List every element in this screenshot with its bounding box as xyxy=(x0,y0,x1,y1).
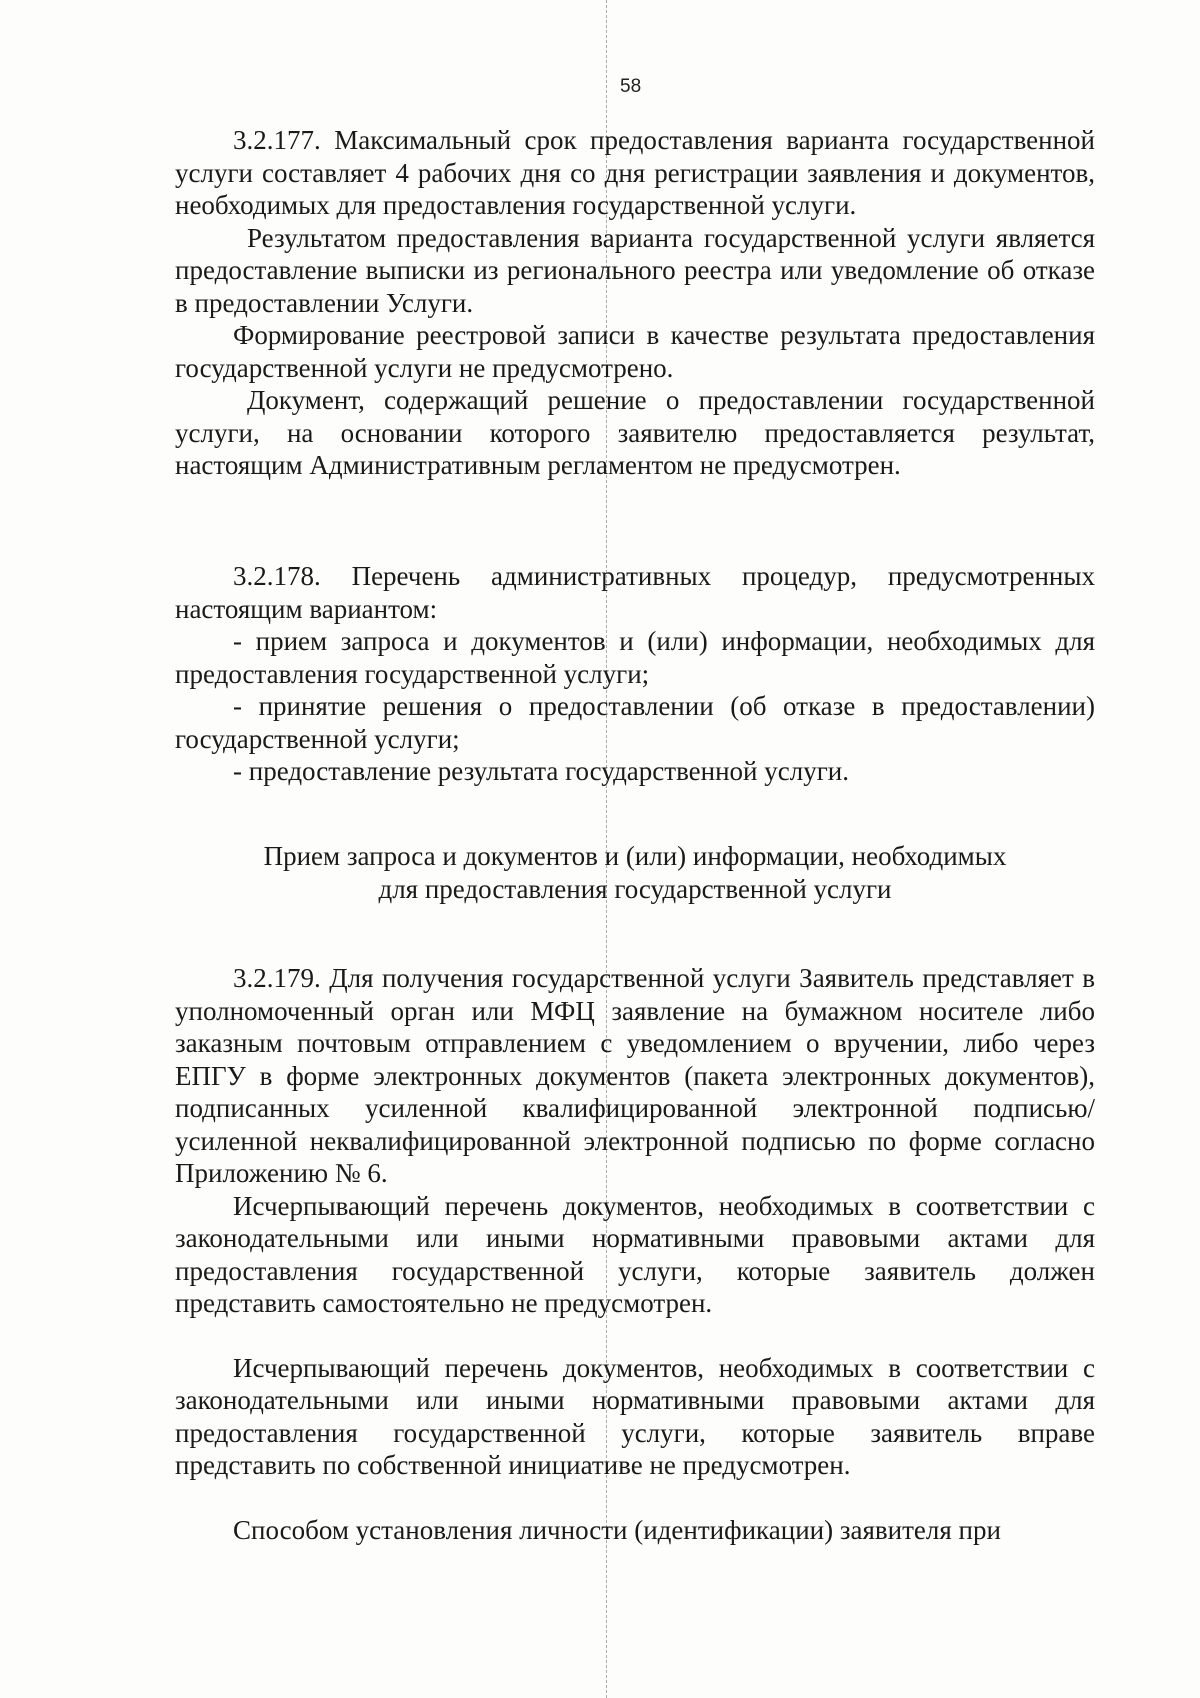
heading-line-2: для предоставления государственной услуги xyxy=(378,873,892,904)
heading-line-1: Прием запроса и документов и (или) информации, необходимых xyxy=(263,841,1007,871)
list-item: - прием запроса и документов и (или) информации, необходимых для предоставления государственной услуги; xyxy=(175,626,1095,689)
list-item: - принятие решения о предоставлении (об отказе в предоставлении) государственной услуги; xyxy=(175,691,1095,754)
paragraph-result: Результатом предоставления варианта государственной услуги является предоставление выписки из регионального реестра или уведомление об отказе в предоставлении Услуги. xyxy=(175,222,1095,318)
paragraph-registry-record: Формирование реестровой записи в качестве результата предоставления государственной услуги не предусмотрено. xyxy=(175,320,1095,383)
section-heading xyxy=(175,840,1095,905)
page-number: 58 xyxy=(620,76,642,97)
paragraph-3-2-177: 3.2.177. Максимальный срок предоставления варианта государственной услуги составляет 4 рабочих дня со дня регистрации заявления и документов, необходимых для предоставления государственной услуги. xyxy=(175,125,1095,220)
section-3-2-177 xyxy=(175,124,1095,482)
paragraph-optional-documents: Исчерпывающий перечень документов, необходимых в соответствии с законодательными или иными нормативными правовыми актами для предоставления государственной услуги, которые заявитель вправе представить по собственной инициативе не предусмотрен. xyxy=(175,1352,1095,1480)
paragraph-3-2-178: 3.2.178. Перечень административных процедур, предусмотренных настоящим вариантом: xyxy=(175,561,1095,624)
paragraph-identification: Способом установления личности (идентификации) заявителя при xyxy=(233,1514,1001,1545)
list-item: - предоставление результата государственной услуги. xyxy=(233,756,849,786)
paragraph-decision-document: Документ, содержащий решение о предоставлении государственной услуги, на основании которого заявителю предоставляется результат, настоящим Административным регламентом не предусмотрен. xyxy=(175,385,1095,480)
paragraph-required-documents: Исчерпывающий перечень документов, необходимых в соответствии с законодательными или иными нормативными правовыми актами для предоставления государственной услуги, которые заявитель должен представить самостоятельно не предусмотрен. xyxy=(175,1190,1095,1318)
section-3-2-178 xyxy=(175,560,1095,788)
section-3-2-179 xyxy=(175,962,1095,1546)
paragraph-3-2-179: 3.2.179. Для получения государственной услуги Заявитель представляет в уполномоченный орган или МФЦ заявление на бумажном носителе либо заказным почтовым отправлением с уведомлением о вручении, либо через ЕПГУ в форме электронных документов (пакета электронных документов), подписанных усиленной квалифицированной электронной подписью/усиленной неквалифицированной электронной подписью по форме согласно Приложению № 6. xyxy=(175,963,1095,1188)
